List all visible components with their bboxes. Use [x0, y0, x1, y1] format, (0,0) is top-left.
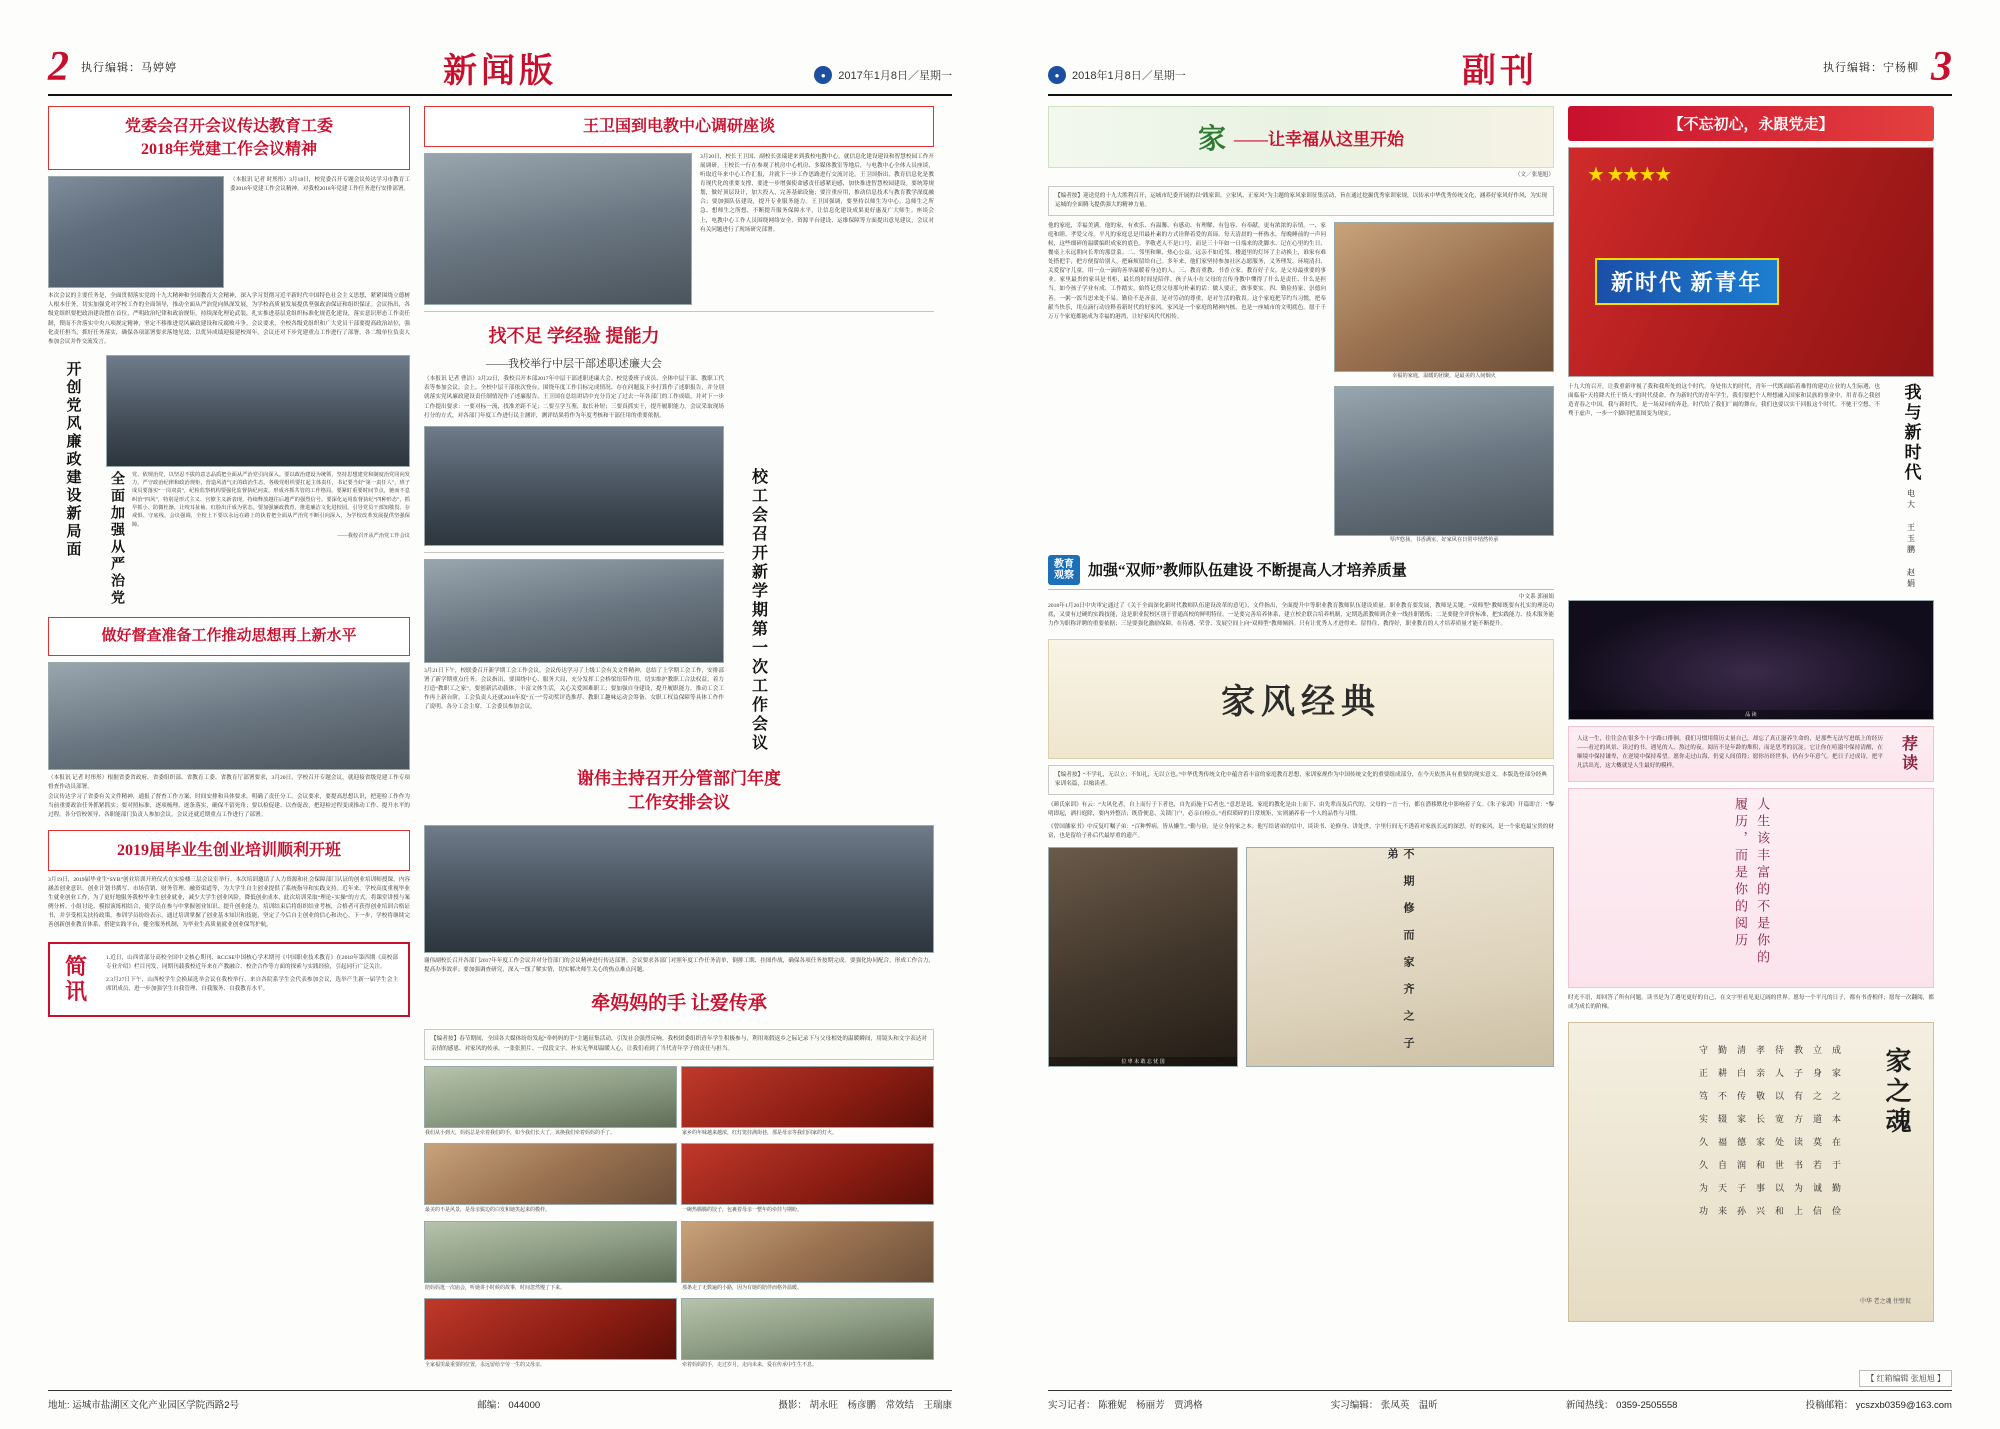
fan-note-box	[1048, 765, 1554, 795]
reading-photo-caption: 品 读	[1569, 710, 1933, 719]
masthead-title-right: 副刊	[1462, 53, 1538, 90]
article-7-photo	[424, 559, 724, 663]
grid-caption: 全家福里最重要的位置，永远留给辛劳一生的父母亲。	[425, 1363, 546, 1369]
article-2-body: 党、依规治党，以坚忍不拔的意志品质把全面从严治党引向深入。要以政治建设为统领，坚持思想建党和制度治党同向发力，严守政治纪律和政治规矩，营造风清气正的政治生态。各级党组织要扛起主体责任，书记要当好“第一责任人”，班子成员要落实“一岗双责”，纪检监察机构要强化监督执纪问责，形成齐抓共管的工作格局。要紧盯重要时间节点，驰而不息纠治“四风”，特别是形式主义、官僚主义新表现，持续释放越往后越严的强烈信号。要深化运用监督执纪“四种形态”，抓早抓小、防微杜渐，让咬耳扯袖、红脸出汗成为常态。要加强廉政教育，推进廉洁文化进校园，引导党员干部知敬畏、存戒惧、守底线。会议强调，全校上下要以永远在路上的执着把全面从严治党不断引向深入，为学校改革发展提供坚强保障。	[132, 471, 410, 528]
article-8-headline-line2: 工作安排会议	[628, 792, 730, 812]
article-4-headline: 2019届毕业生创业培训顺利开班	[48, 830, 410, 871]
article-9-photo-grid	[424, 1066, 934, 1372]
brief-item-2: 2.3月27日下午，山西校学生会换届选举会议在我校举行，来自各院系学生会代表参加会议，选举产生新一届学生会主席团成员，进一步加强学生自我管理、自我服务、自我教育水平。	[106, 977, 398, 993]
grid-photo	[424, 1221, 677, 1283]
article-entrepreneurship-training	[48, 830, 410, 930]
footer-left	[48, 1390, 952, 1411]
article-wangweiguo-research	[424, 106, 934, 312]
article-8-headline-line1: 谢伟主持召开分管部门年度	[577, 769, 781, 789]
stars-icon: ★ ★★★★	[1587, 164, 1671, 186]
reading-vertical-title: 荐读	[1899, 735, 1917, 773]
poem-line: 清 白 传 家 德 润 子 孙	[1736, 1045, 1746, 1218]
article-7-vtitle: 校工会召开新学期第一次工作会议	[749, 468, 767, 754]
article-9-headline: 牵妈妈的手 让爱传承	[591, 992, 767, 1014]
footer-intern-editors: 实习编辑： 张凤英 温昕	[1330, 1400, 1438, 1411]
photo-grid-item	[681, 1066, 934, 1140]
article-xiewei-meeting	[424, 761, 934, 975]
jia-note-text: 【编者按】迎送党的十九大胜利召开，运城市纪委开展的以“践家训、立家风、正家风”为主题的家风家训征集活动，旨在通过挖掘优秀家训家规，以传承中华优秀传统文化，涵养好家风好作风，为实现运城的全面腾飞提供强大的精神力量。	[1055, 193, 1547, 209]
right-col-2	[1568, 106, 1934, 1322]
photo-grid-item	[424, 1221, 677, 1295]
article-8-photo	[424, 825, 934, 953]
grid-caption: 牵着妈妈的手，走过岁月，走向未来，爱在传承中生生不息。	[682, 1363, 818, 1369]
right-col-1	[1048, 106, 1554, 1067]
grid-photo	[681, 1298, 934, 1360]
left-col-1	[48, 106, 410, 1017]
grid-photo	[681, 1143, 934, 1205]
grid-caption: 最美的不是风景，是母亲鬓边的白发和她笑起来的模样。	[425, 1208, 551, 1214]
page-right	[1000, 0, 2000, 1429]
education-forum	[1048, 555, 1554, 629]
grid-caption: 陪妈妈逛一次庙会，听她讲小时候的故事，时间忽然慢了下来。	[425, 1285, 566, 1291]
footer-address: 地址: 运城市盐湖区文化产业园区学院西路2号	[48, 1400, 240, 1411]
fan-couplet: 不 期 修 而 家 齐 之 子 弟	[1386, 848, 1414, 1051]
fan-calligraphy	[1246, 847, 1554, 1067]
party-slogan-ribbon	[1568, 106, 1934, 141]
article-6-subhead: ——我校举行中层干部述职述廉大会	[486, 358, 662, 371]
article-7-body: 3月21日下午，校联委召开新学期工会工作会议。会议传达学习了上级工会有关文件精神，总结了上学期工会工作，安排部署了新学期重点任务。会议指出，要围绕中心、服务大局，充分发挥工会桥梁纽带作用，切实维护教职工合法权益，着力打造“教职工之家”。要创新活动载体，丰富文体生活，关心关爱困难职工；要加强自身建设，提升履职能力，推动工会工作再上新台阶。工会负责人还就2018年度“五一”劳动奖评选推荐、教职工趣味运动会筹备、女职工权益保障等具体工作作了说明。各分工会主席、工会委员参加会议。	[424, 667, 724, 710]
reading-quote: 人生该丰富的不是你的履历，而是你的阅历	[1733, 797, 1771, 967]
brief-label-line1: 简	[64, 954, 89, 980]
grid-photo	[681, 1066, 934, 1128]
article-party-committee	[48, 106, 410, 347]
article-mothers-hand	[424, 985, 934, 1372]
page-number-right: 3	[1931, 44, 1952, 90]
jia-banner-main: 家	[1197, 124, 1226, 155]
jia-photo-piano	[1334, 386, 1554, 536]
seal-icon: ●	[814, 66, 832, 84]
footer-right	[1048, 1390, 1952, 1411]
page-number-left: 2	[48, 44, 69, 90]
article-9-note: 【编者按】春节期间，全国各大媒体纷纷发起“牵妈妈的手”主题征集活动，引发社会强烈反响。我校团委组织青年学生积极参与，利用寒假返乡之际记录下与父母相处的温暖瞬间，用镜头和文字表达对亲情的感恩、对家风的传承。一张张照片、一段段文字，朴实无华却温暖人心，让我们看到了当代青年学子的责任与担当。	[431, 1036, 927, 1052]
article-5-photo	[424, 153, 692, 305]
fan-portrait-photo	[1048, 847, 1238, 1067]
right-columns	[1048, 106, 1952, 1322]
left-col-2	[424, 106, 934, 1372]
left-columns	[48, 106, 952, 1372]
new-era-byline: 电大 王玉鹏 赵娟	[1906, 489, 1916, 590]
photo-grid-item	[681, 1143, 934, 1217]
new-era-vertical-title: 我与新时代	[1901, 383, 1921, 483]
masthead-date-left	[814, 66, 952, 84]
reading-photo	[1568, 600, 1934, 720]
fan-note-text: 【编者按】“不学礼，无以立；不知礼，无以立也。”中华优秀传统文化中蕴含着丰富的家庭教育思想，家训家规作为中国传统文化的重要组成部分，在今天依然具有重要的现实意义。本版选登部分经典家训名篇，以飨读者。	[1055, 771, 1547, 787]
forum-badge-line2: 观察	[1054, 569, 1074, 581]
reading-extra-body: 时光不语，却回答了所有问题。读书是为了遇见更好的自己，在文字里看见更辽阔的世界。愿每一个平凡的日子，都有书香相伴；愿每一次翻阅，都成为成长的阶梯。	[1568, 995, 1934, 1011]
poem-line: 守 正 笃 实 久 久 为 功	[1698, 1045, 1708, 1218]
left-subcol-b	[734, 318, 782, 753]
jia-body-text: 他的家庭，幸福美满。他的家，有欢乐、有温馨、有感动、有理解、有包容、有奉献，更有浓浓的亲情。一、家庭和睦、孝爱父母。平凡的家庭总是用最朴素的方式诠释着爱的真谛。每天清晨的一杯热水，每晚睡前的一声问候，这些细碎的温暖编织成家的底色。孝敬老人不是口号，而是三十年如一日端来的洗脚水、记在心里的生日、餐桌上永远朝向长辈的那盘菜。二、邻里和顺、热心公益。远亲不如近邻。楼道里的灯坏了主动换上，谁家有难处搭把手，把方便留给别人，把麻烦留给自己。多年来，他们家坚持参加社区志愿服务，义务理发、环境清扫、关爱留守儿童，用一点一滴的善举温暖着身边的人。三、教育重教、书香立家。教育好子女，是父母最重要的事业。家里最贵的家具是书柜，最长的时间是陪伴。孩子从小在父母的言传身教中懂得了什么是责任、什么是担当。如今孩子学业有成、工作踏实，始终记得父母那句朴素的话：做人要正，做事要实。四、勤俭持家、崇德向善。一粥一饭当思来处不易。勤俭不是吝啬，是对劳动的尊重，是对生活的敬畏。这个家庭把节约当习惯，把奉献当快乐，用点滴行动诠释着新时代的好家风。家风是一个家庭的精神内核，也是一座城市的文明底色。愿千千万万个家庭都能成为幸福的港湾，让好家风代代相传。	[1048, 223, 1326, 320]
footer-photo-credit: 摄影： 胡永旺 杨彦鹏 常效结 王瑞康	[778, 1400, 952, 1411]
article-1-headline	[48, 106, 410, 170]
article-supervision-prep	[48, 617, 410, 820]
masthead-date-right	[1048, 66, 1186, 84]
article-5-body: 3月20日，校长王卫国、副校长张瑞建来到我校电教中心，就信息化建设建设和智慧校园工作开展调研。王校长一行在参观了机房中心机房、多媒体教室等地后，与电教中心全体人员座谈，听取近年来中心工作汇报，并就下一步工作思路进行交流讨论。王卫国指出，教育信息化是教育现代化的重要支撑，要进一步增强使命感责任感紧迫感，加快推进智慧校园建设。要统筹规划，做好顶层设计，加大投入，完善基础设施；要注重应用，推动信息技术与教育教学深度融合；要加强队伍建设，提升专业服务能力。王卫国强调，要坚持以师生为中心，急师生之所急、想师生之所想，不断提升服务保障水平，让信息化建设成果更好惠及广大师生。座谈会上，电教中心工作人员围绕网络安全、资源平台建设、运维保障等方面提出意见建议，会议对有关问题进行了现场研究部署。	[700, 154, 934, 233]
article-2-caption: ——我校召开从严治党工作会议	[337, 532, 410, 539]
new-era-body: 十九大的召开，让我重新审视了我和我所处的这个时代。身处伟大的时代，青年一代既面临着难得的建功立业的人生际遇，也面临着“天将降大任于斯人”的时代使命。作为新时代的青年学生，我们要把个人理想融入国家和民族的事业中，用青春之我创造青春之中国。我与新时代，是一场双向的奔赴。时代给了我们广阔的舞台，我们也要以实干回报这个时代。不驰于空想、不骛于虚声，一步一个脚印把蓝图变为现实。	[1568, 384, 1880, 418]
footer-interns: 实习记者： 陈雅妮 杨丽芳 贾鸿格	[1048, 1400, 1203, 1411]
poem-line: 勤 耕 不 辍 福 自 天 来	[1717, 1045, 1727, 1218]
poem-line: 立 身 之 道 莫 若 诚 信	[1812, 1045, 1822, 1218]
fan-banner-title: 家风经典	[1221, 684, 1381, 722]
seal-icon: ●	[1048, 66, 1066, 84]
fan-body-1: 《颜氏家训》有云：“夫风化者，自上而行于下者也，自先而施于后者也。”意思是说，家庭的教化是由上而下、由先辈而及后代的。父母的一言一行，都在潜移默化中影响着子女。《朱子家训》开篇即言：“黎明即起，洒扫庭除，要内外整洁；既昏便息，关锁门户，必亲自检点。”看似琐碎的日常规矩，实则涵养着一个人的品性与习惯。	[1048, 802, 1554, 818]
scroll-title: 家之魂	[1882, 1047, 1911, 1138]
grid-caption: 家乡的年味越来越浓，红灯笼挂满街巷，那是母亲等我们回家的灯火。	[682, 1130, 838, 1136]
photo-grid-item	[424, 1298, 677, 1372]
article-2-vtitle-1: 开创党风廉政建设新局面	[64, 360, 81, 559]
corner-note: 【 红箱编辑 张旭旭 】	[1859, 1370, 1952, 1387]
article-3-headline: 做好督查准备工作推动思想再上新水平	[48, 617, 410, 657]
article-1-byline: （本报讯 记者 时彤彤）3月18日，校党委召开专题会议传达学习市教育工委2018年党建工作会议精神，对我校2018年党建工作任务进行安排部署。	[230, 177, 410, 193]
article-2-vtitle-2: 全面加强从严治党	[109, 470, 124, 607]
brief-news-box	[48, 942, 410, 1017]
forum-badge-line1: 教育	[1054, 558, 1074, 570]
jia-photo-caption-2: 琴声悠扬，书香满室，好家风在日常中悄然传承	[1389, 537, 1499, 544]
new-era-text: 新时代 新青年	[1595, 258, 1779, 305]
photo-grid-item	[424, 1143, 677, 1217]
masthead-left	[48, 40, 952, 96]
grid-photo	[424, 1298, 677, 1360]
grid-photo	[424, 1066, 677, 1128]
article-8-body: 谢伟副校长召开各部门2017年年度工作会议并对分管部门的会议精神进行传达部署。会议要求各部门对照年度工作任务清单，倒排工期、挂图作战，确保各项任务按期完成。要强化协同配合，形成工作合力，提高办事效率；要加强调查研究，深入一线了解实情，切实解决师生关心的热点难点问题。	[424, 957, 934, 973]
footer-news-hotline: 新闻热线： 0359-2505558	[1566, 1400, 1678, 1411]
forum-body: 2018年1月20日中央审定通过了《关于全面深化新时代教师队伍建设改革的意见》，文件指出，全面提升中等职业教育教师队伍建设质量。职业教育要发展，教师是关键。“双师型”教师既要有扎实的理论功底，又要有过硬的实践技能，这是职业院校区别于普通高校的鲜明特征。一是要完善培养体系，建立校企联合培养机制，定期选派教师到企业一线挂职锻炼；二是要健全评价标准，把实践能力、技术服务能力作为职称评聘的重要依据；三是要强化激励保障，在待遇、荣誉、发展空间上向“双师型”教师倾斜。只有让优秀人才进得来、留得住、教得好，职业教育的人才培养质量才能不断提升。	[1048, 602, 1554, 627]
footer-submission: 投稿邮箱： ycszxb0359@163.com	[1805, 1400, 1952, 1411]
jia-photo-family	[1334, 222, 1554, 372]
new-era-banner	[1568, 147, 1934, 377]
article-8-headline	[424, 761, 934, 821]
masthead-right	[1048, 40, 1952, 96]
brief-item-1: 1.近日，山西省部分高校全国中文核心期刊、RCCSE中国核心学术期刊《中国职业技术教育》在2018年第四期《高校部专业介绍》栏目刊发，同期刊载我校近年来在产教融合、校企合作等方面的探索与实践经验，引起同行广泛关注。	[106, 955, 398, 971]
article-3-body: 会议传达学习了省委有关文件精神，通报了督查工作方案、时间安排和具体要求，明确了责任分工。会议要求，要提高思想认识，把迎检工作作为当前重要政治任务抓紧抓实；要对照标准，逐项梳理、逐条落实，确保不留死角；要以检促建、以查促改，把迎检过程变成推动工作、提升水平的过程。各分管校领导、各职能部门负责人参加会议。会议还就近期重点工作进行了部署。	[48, 793, 410, 818]
article-5-headline: 王卫国到电教中心调研座谈	[424, 106, 934, 147]
forum-title: 加强“双师”教师队伍建设 不断提高人才培养质量	[1088, 563, 1407, 580]
photo-grid-item	[681, 1298, 934, 1372]
grid-photo	[424, 1143, 677, 1205]
date-text-left: 2017年1月8日／星期一	[838, 70, 952, 82]
article-2-photo	[106, 355, 410, 467]
jia-photo-caption-1: 幸福的家庭，温暖的团聚，是最美的人间烟火	[1392, 373, 1496, 380]
photo-grid-item	[681, 1221, 934, 1295]
article-6-headline: 找不足 学经验 提能力	[488, 326, 660, 347]
grid-caption: 那条走了无数遍的小路，因为有她的陪伴而格外温暖。	[682, 1285, 803, 1291]
article-1-body: 本次会议的主要任务是，全面贯彻落实党的十九大精神和全国教育大会精神，深入学习贯彻习近平新时代中国特色社会主义思想，紧紧围绕立德树人根本任务，切实加强党对学校工作的全面领导，推动全面从严治党向纵深发展，为学校高质量发展提供坚强政治保证和组织保证。会议指出，各级党组织要把政治建设摆在首位，严明政治纪律和政治规矩，持续深化理论武装，扎实推进基层党组织标准化规范化建设，落实意识形态工作责任制，锲而不舍落实中央八项规定精神，坚定不移推进党风廉政建设和反腐败斗争。会议要求，全校各级党组织和广大党员干部要提高政治站位，强化责任担当，抓好任务落实，确保各项部署要求落地见效，以优异成绩迎接建校周年。会议还对下步党建重点工作进行了部署，各二级单位负责人参加会议并作交流发言。	[48, 293, 410, 345]
poem-line: 教 子 有 方 读 书 为 上	[1793, 1045, 1803, 1218]
article-1-photo	[48, 176, 224, 288]
jia-note-box	[1048, 186, 1554, 216]
article-4-body: 3月19日，2019届毕业生“SYB”创业培训开班仪式在实验楼三层会议室举行。本次培训邀请了人力资源和社会保障部门认证的创业培训师授课，内容涵盖创业意识、创业计划书撰写、市场营销、财务管理、融资渠道等，为大学生自主创业提供了系统指导和实践支持。近年来，学校高度重视毕业生就业创业工作，为了更好地服务我校毕业生创业就业，减少大学生创业风险，降低创业成本，此次培训采取“理论+实操”的方式，将课堂讲授与案例分析、小组讨论、模拟演练相结合，使学员在参与中掌握创业知识、提升创业能力。培训结束后将组织结业考核，合格者可获得创业培训合格证书，并享受相关扶持政策。参训学员纷纷表示，通过培训掌握了创业基本知识和技能，坚定了今后自主创业的信心和决心。下一步，学校将继续完善创新创业教育体系，搭建实践平台，健全服务机制，为毕业生高质量就业创业保驾护航。	[48, 876, 410, 929]
scroll-poem	[1591, 1045, 1843, 1299]
date-text-right: 2018年1月8日／星期一	[1072, 70, 1186, 82]
scroll-signature: 中华 老之魂 住壁侃	[1859, 1299, 1911, 1306]
fan-body-2: 《曾国藩家书》中反复叮嘱子弟：“百种弊病，皆从懒生。”勤与俭，是立身持家之本。他写给诸弟的信中，谈读书、论修身、讲处世，字里行间无不透着对家族长远的深思。好的家风，是一个家庭最宝贵的财富，也是留给子孙后代最厚重的遗产。	[1048, 824, 1554, 840]
article-1-headline-line1: 党委会召开会议传达教育工委	[124, 118, 333, 135]
poem-line: 孝 亲 敬 长 家 和 事 兴	[1755, 1045, 1765, 1218]
grid-caption: 一碗热腾腾的饺子，包裹着母亲一整年的牵挂与期盼。	[682, 1208, 803, 1214]
forum-badge	[1048, 555, 1080, 585]
family-soul-scroll	[1568, 1022, 1934, 1322]
article-strict-governance	[48, 355, 410, 607]
forum-author: 中文系 郭丽娟	[1519, 593, 1554, 600]
poem-line: 待 人 以 宽 处 世 以 和	[1774, 1045, 1784, 1218]
article-3-photo	[48, 662, 410, 770]
recommended-reading	[1568, 600, 1934, 1012]
party-slogan-text: 【不忘初心，永跟党走】	[1668, 117, 1834, 133]
grid-caption: 我们从小到大，妈妈总是牵着我们的手，如今我们长大了，该换我们牵着妈妈的手了。	[425, 1130, 616, 1136]
masthead-title-left: 新闻版	[443, 53, 557, 90]
family-classics-section	[1048, 639, 1554, 1067]
jia-banner	[1048, 106, 1554, 168]
brief-label-line2: 讯	[64, 979, 89, 1005]
article-3-byline: （本报讯 记者 时彤彤）根据省委省政府、省委组织部、省教育工委、省教育厅部署要求，3月20日，学校召开专题会议，就迎接省级党建工作专项督查作动员部署。	[48, 775, 410, 791]
article-6-body: （本报讯 记者 曹洁）3月22日，我校召开本部2017年中层干部述职述廉大会。校党委班子成员、全体中层干部、教职工代表等参加会议。会上，全校中层干部依次登台，围绕年度工作目标完成情况、存在问题及下步打算作了述职报告，并分别就落实党风廉政建设责任制情况作了述廉报告。王卫国在总结讲话中充分肯定了过去一年各部门的工作成绩，并对下一步工作提出要求：一要对标一流，找准差距不足；二要互学互鉴，取长补短；三要真抓实干，提升履职能力。会议采取现场打分的方式，对各部门年度工作进行民主测评，测评结果将作为年度考核和干部任用的重要依据。	[424, 376, 724, 419]
poem-line: 成 家 之 本 在 于 勤 俭	[1831, 1045, 1841, 1218]
scroll-box	[1568, 1022, 1934, 1322]
jia-banner-sub: ——让幸福从这里开始	[1234, 129, 1404, 149]
article-1-headline-line2: 2018年党建工作会议精神	[140, 141, 317, 159]
jia-banner-author: （文／张旭旭）	[1514, 172, 1554, 178]
photo-grid-item	[424, 1066, 677, 1140]
footer-postcode: 邮编： 044000	[477, 1400, 541, 1411]
grid-photo	[681, 1221, 934, 1283]
editor-line-right: 执行编辑：宁杨柳	[1823, 62, 1919, 74]
brief-label	[60, 954, 94, 1005]
left-subcol-a	[424, 318, 724, 753]
fan-portrait-caption: 位 卑 未 敢 忘 忧 国	[1049, 1057, 1237, 1066]
editor-line-left: 执行编辑：马婷婷	[81, 62, 177, 74]
fan-banner	[1048, 639, 1554, 759]
article-6-photo	[424, 426, 724, 546]
reading-body: 人这一生，往往会在很多个十字路口徘徊。我们习惯用简历丈量自己，却忘了真正滋养生命的，是那些无法写进纸上的经历——看过的风景、读过的书、遇见的人、熬过的夜。阅历不是年龄的堆积，而是思考的沉淀。它让你在喧嚣中保持清醒，在顺境中保持谦卑，在逆境中保持希望。愿你走过山海，仍觉人间值得；愿你历经世事，仍有少年意气。把日子过成诗，把平凡活出光，这大概就是人生最好的模样。	[1577, 736, 1883, 770]
